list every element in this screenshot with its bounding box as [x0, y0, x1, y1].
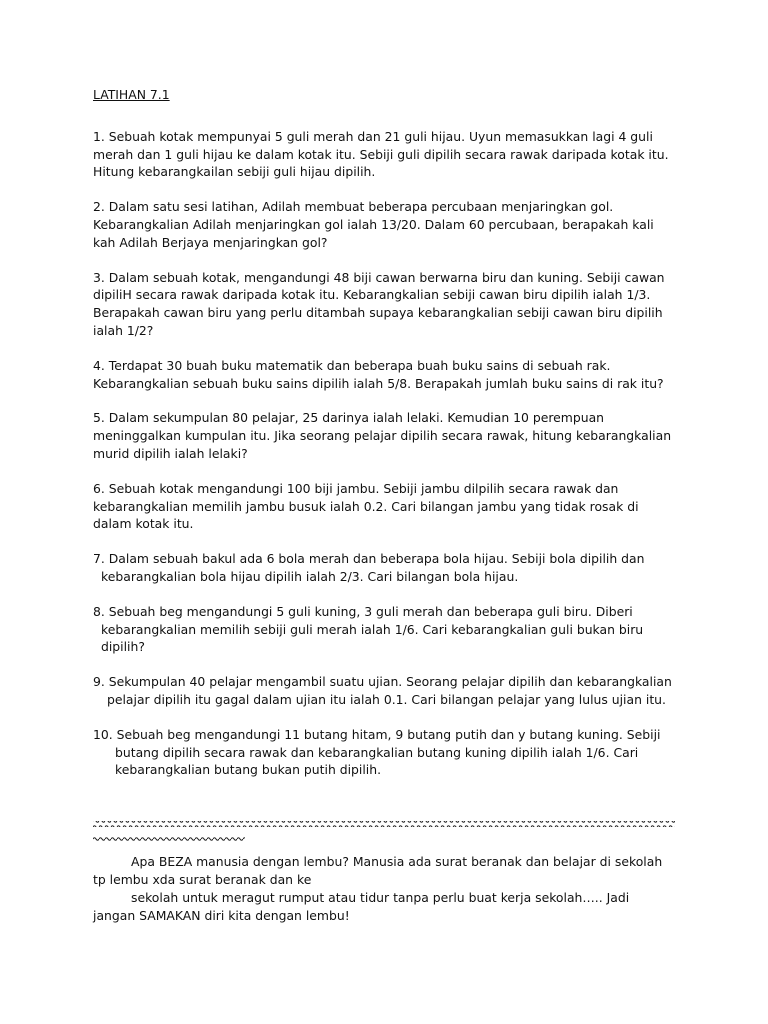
- question-9: [93, 673, 693, 709]
- question-line: 10. Sebuah beg mengandungi 11 butang hitam, 9 butang putih dan y butang kuning. Sebiji: [93, 726, 661, 742]
- closing-line: Apa BEZA manusia dengan lembu? Manusia ada surat beranak dan belajar di sekolah: [131, 854, 663, 869]
- question-line: ialah 1/2?: [93, 322, 154, 338]
- question-8: [93, 603, 693, 656]
- question-line: 9. Sekumpulan 40 pelajar mengambil suatu ujian. Seorang pelajar dipilih dan kebarangkalian: [93, 674, 672, 690]
- question-line: 3. Dalam sebuah kotak, mengandungi 48 biji cawan berwarna biru dan kuning. Sebiji cawan: [93, 269, 665, 285]
- question-line: pelajar dipilih itu gagal dalam ujian itu ialah 0.1. Cari bilangan pelajar yang lulus ujian itu.: [107, 691, 666, 707]
- question-7: [93, 550, 693, 586]
- question-1: [93, 128, 693, 181]
- question-line: kebarangkalian memilih sebiji guli merah ialah 1/6. Cari kebarangkalian guli bukan biru: [101, 621, 644, 637]
- question-line: 7. Dalam sebuah bakul ada 6 bola merah dan beberapa bola hijau. Sebiji bola dipilih dan: [93, 551, 645, 567]
- question-5: [93, 409, 693, 462]
- question-line: 2. Dalam satu sesi latihan, Adilah membuat beberapa percubaan menjaringkan gol.: [93, 199, 614, 215]
- question-line: meninggalkan kumpulan itu. Jika seorang pelajar dipilih secara rawak, hitung kebarangkalian: [93, 428, 672, 444]
- question-line: merah dan 1 guli hijau ke dalam kotak itu. Sebiji guli dipilih secara rawak daripada kotak itu.: [93, 146, 669, 162]
- question-line: 4. Terdapat 30 buah buku matematik dan beberapa buah buku sains di sebuah rak.: [93, 357, 611, 373]
- question-line: dipilih?: [101, 639, 145, 655]
- page-title: LATIHAN 7.1: [93, 87, 170, 102]
- question-line: kebarangkalian bola hijau dipilih ialah 2/3. Cari bilangan bola hijau.: [101, 568, 519, 584]
- closing-line: tp lembu xda surat beranak dan ke: [93, 872, 312, 887]
- question-line: Kebarangkalian sebuah buku sains dipilih ialah 5/8. Berapakah jumlah buku sains di rak itu?: [93, 375, 664, 391]
- question-6: [93, 480, 693, 533]
- question-line: kebarangkalian memilih jambu busuk ialah 0.2. Cari bilangan jambu yang tidak rosak di: [93, 498, 639, 514]
- question-10: [93, 726, 693, 779]
- question-line: Kebarangkalian Adilah menjaringkan gol ialah 13/20. Dalam 60 percubaan, berapakah kali: [93, 216, 654, 232]
- worksheet: [93, 86, 693, 796]
- wavy-divider-graphic: [93, 818, 675, 848]
- question-line: 1. Sebuah kotak mempunyai 5 guli merah dan 21 guli hijau. Uyun memasukkan lagi 4 guli: [93, 128, 653, 144]
- question-line: 8. Sebuah beg mengandungi 5 guli kuning, 3 guli merah dan beberapa guli biru. Diberi: [93, 603, 633, 619]
- question-line: kah Adilah Berjaya menjaringkan gol?: [93, 234, 328, 250]
- closing-line: sekolah untuk meragut rumput atau tidur tanpa perlu buat kerja sekolah….. Jadi: [131, 890, 630, 905]
- question-line: dipiliH secara rawak daripada kotak itu. Kebarangkalian sebiji cawan biru dipilih ialah 1/3.: [93, 287, 651, 303]
- question-line: murid dipilih ialah lelaki?: [93, 445, 248, 461]
- question-line: Hitung kebarangkailan sebiji guli hijau dipilih.: [93, 164, 376, 180]
- question-line: kebarangkalian butang bukan putih dipilih.: [115, 762, 382, 778]
- question-2: [93, 198, 693, 251]
- wavy-divider: [93, 818, 675, 848]
- question-line: 5. Dalam sekumpulan 80 pelajar, 25 darinya ialah lelaki. Kemudian 10 perempuan: [93, 410, 605, 426]
- closing-line: jangan SAMAKAN diri kita dengan lembu!: [93, 908, 350, 923]
- closing-message: [93, 853, 693, 925]
- question-line: 6. Sebuah kotak mengandungi 100 biji jambu. Sebiji jambu dilpilih secara rawak dan: [93, 480, 619, 496]
- question-line: dalam kotak itu.: [93, 516, 194, 532]
- question-3: [93, 269, 693, 340]
- question-line: Berapakah cawan biru yang perlu ditambah supaya kebarangkalian sebiji cawan biru dipilih: [93, 305, 663, 321]
- question-line: butang dipilih secara rawak dan kebarangkalian butang kuning dipilih ialah 1/6. Cari: [115, 744, 639, 760]
- question-4: [93, 357, 693, 393]
